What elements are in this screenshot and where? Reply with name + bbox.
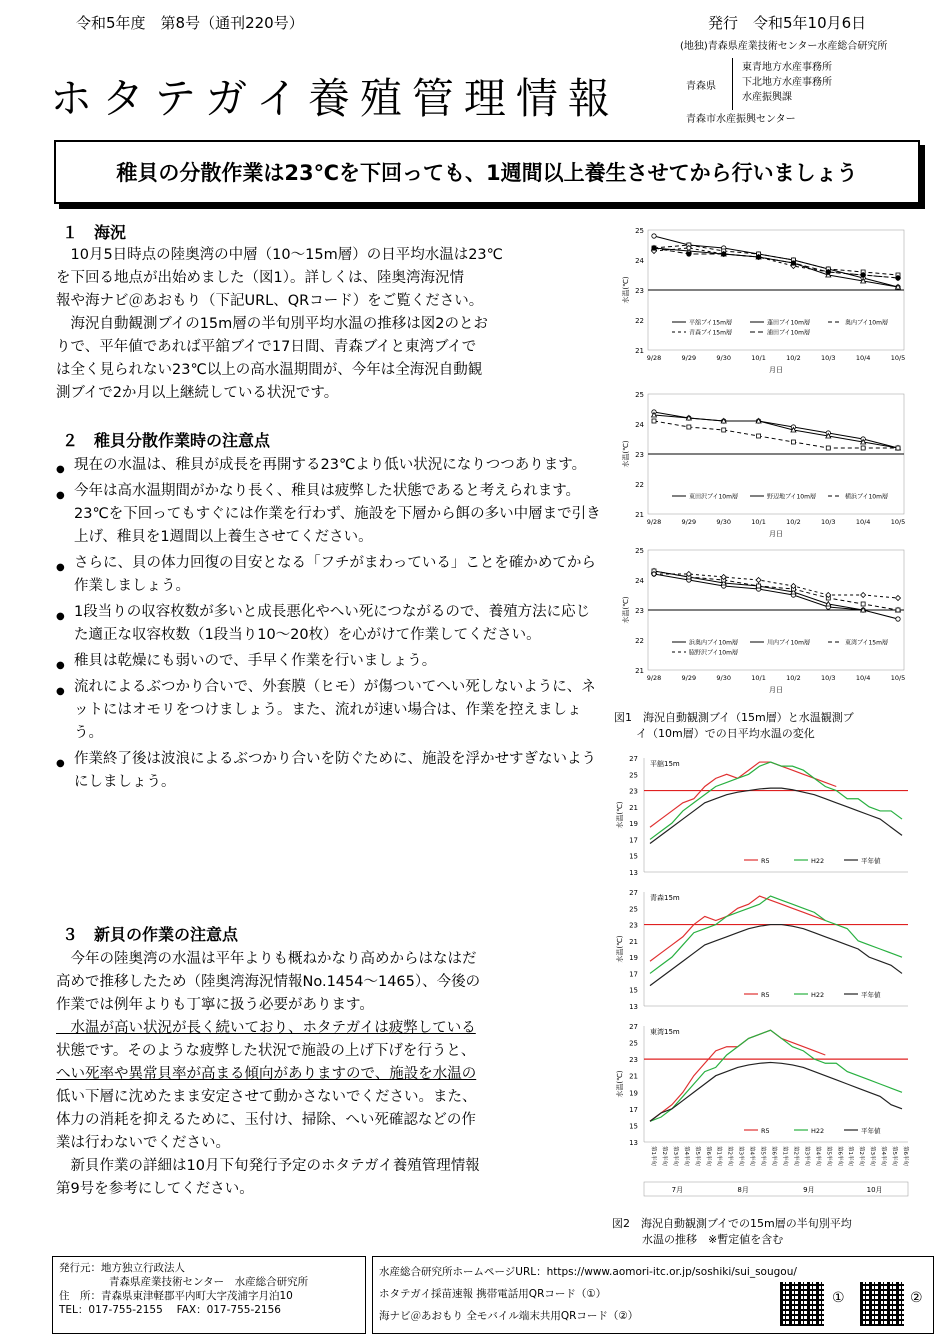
x-tick-label: 第2半旬 [858, 1146, 865, 1166]
x-tick-label: 9/29 [681, 674, 697, 682]
fig1-chart-a [620, 222, 912, 380]
x-tick-label: 10/3 [820, 674, 836, 682]
data-point [757, 434, 761, 438]
x-tick-label: 10/5 [890, 354, 906, 362]
y-tick-label: 15 [629, 852, 638, 861]
data-point [861, 593, 866, 598]
y-tick-label: 13 [629, 1139, 638, 1147]
section-3-title: ３ 新貝の作業の注意点 [62, 925, 239, 944]
y-tick-label: 24 [635, 257, 644, 265]
x-tick-label: 第5半旬 [693, 1146, 700, 1166]
y-tick-label: 23 [635, 287, 644, 295]
caption-line: 図2 海況自動観測ブイでの15m層の半旬別平均 [612, 1217, 852, 1230]
y-tick-label: 24 [635, 577, 644, 585]
y-tick-label: 23 [629, 787, 638, 796]
bullet-item: ● 作業終了後は波浪によるぶつかり合いを防ぐために、施設を浮かせすぎないようにしましょう。 [74, 748, 604, 794]
y-axis-label: 水温(℃) [622, 276, 630, 304]
y-tick-label: 25 [635, 391, 644, 399]
chart-title: 平舘15m [650, 760, 680, 768]
x-tick-label: 9/30 [716, 674, 732, 682]
paragraph-line: 低い下層に沈めたまま安定させて動かさないでください。また、 [56, 1089, 477, 1105]
y-tick-label: 23 [629, 921, 638, 930]
paragraph-line: 水温が高い状況が長く続いており、ホタテガイは疲弊している [56, 1020, 476, 1036]
y-tick-label: 13 [629, 869, 638, 877]
data-point [896, 608, 900, 612]
x-tick-label: 9/28 [646, 354, 662, 362]
series-line [650, 1030, 825, 1121]
data-point [652, 419, 656, 423]
x-axis-label: 月日 [769, 686, 783, 694]
series-line [650, 788, 902, 843]
legend-label: 川内ブイ10m層 [767, 639, 810, 647]
y-tick-label: 21 [629, 1072, 638, 1081]
publisher-main: (地独)青森県産業技術センター水産総合研究所 [680, 41, 888, 52]
y-tick-label: 25 [635, 227, 644, 235]
x-tick-label: 第3半旬 [737, 1146, 744, 1166]
y-tick-label: 27 [629, 1023, 638, 1031]
y-tick-label: 22 [635, 637, 644, 645]
caption-line: イ（10m層）での日平均水温の変化 [636, 727, 815, 740]
paragraph-line: 新貝作業の詳細は10月下旬発行予定のホタテガイ養殖管理情報 [56, 1158, 480, 1174]
data-point [791, 261, 795, 265]
paragraph-line: 状態です。そのような疲弊した状況で施設の上げ下げを行うと、 [56, 1043, 476, 1059]
paragraph-line: 海況自動観測ブイの15m層の半旬別平均水温の推移は図2のとお [56, 316, 488, 332]
bullet-item: ● 稚貝は乾燥にも弱いので、手早く作業を行いましょう。 [74, 650, 604, 673]
data-point [791, 440, 795, 444]
section-3-body [56, 948, 612, 1201]
footer-line: 発行元：地方独立行政法人 [59, 1262, 185, 1274]
qr-code-2[interactable] [860, 1282, 904, 1326]
y-tick-label: 19 [629, 954, 638, 963]
x-tick-label: 9/29 [681, 354, 697, 362]
x-tick-label: 第3半旬 [671, 1146, 678, 1166]
fig1-caption [614, 710, 854, 742]
data-point [861, 446, 865, 450]
legend-label: 奥内ブイ10m層 [845, 319, 888, 327]
caption-line: 水温の推移 ※暫定値を含む [642, 1233, 784, 1246]
footer-right-box [372, 1256, 934, 1334]
y-axis-label: 水温(℃) [616, 935, 624, 963]
homepage-url[interactable]: 水産総合研究所ホームページURL：https://www.aomori-itc.or.jp/soshiki/sui_sougou/ [379, 1266, 797, 1278]
data-point [896, 596, 901, 601]
section-2-title: ２ 稚貝分散作業時の注意点 [62, 431, 271, 450]
y-tick-label: 17 [629, 836, 638, 845]
y-tick-label: 23 [635, 607, 644, 615]
data-point [861, 273, 865, 277]
data-point [896, 276, 900, 280]
x-tick-label: 9/30 [716, 354, 732, 362]
data-point [722, 428, 726, 432]
y-tick-label: 15 [629, 1122, 638, 1131]
data-point [687, 252, 691, 256]
footer-contact [53, 1257, 365, 1321]
x-tick-label: 9/28 [646, 674, 662, 682]
x-tick-label: 第4半旬 [814, 1146, 821, 1166]
y-tick-label: 21 [629, 803, 638, 812]
month-label: 9月 [803, 1186, 815, 1194]
data-point [826, 446, 830, 450]
paragraph-line: 作業では例年よりも丁寧に扱う必要があります。 [56, 997, 374, 1013]
headline-banner [54, 140, 920, 204]
x-tick-label: 第1半旬 [715, 1146, 722, 1166]
y-tick-label: 22 [635, 481, 644, 489]
legend-label: H22 [811, 991, 825, 999]
x-tick-label: 第1半旬 [781, 1146, 788, 1166]
city-office: 青森市水産振興センター [686, 114, 796, 125]
x-tick-label: 10/2 [786, 674, 801, 682]
y-tick-label: 15 [629, 986, 638, 995]
footer-line: 住 所：青森県東津軽郡平内町大字茂浦字月泊10 [59, 1290, 293, 1302]
x-tick-label: 10/1 [751, 354, 766, 362]
x-tick-label: 10/5 [890, 518, 906, 526]
legend-label: H22 [811, 1127, 825, 1135]
series-line [650, 925, 902, 986]
x-tick-label: 10/3 [820, 354, 836, 362]
bullet-item: ● さらに、貝の体力回復の目安となる「フチがまわっている」ことを確かめてから作業しましょう。 [74, 552, 604, 598]
office-item: 東青地方水産事務所 [742, 62, 832, 73]
issue-date: 発行 令和5年10月6日 [708, 14, 867, 32]
x-tick-label: 第6半旬 [836, 1146, 843, 1166]
x-tick-label: 10/1 [751, 518, 766, 526]
data-point [687, 425, 691, 429]
legend-label: 東湾ブイ15m層 [845, 639, 888, 647]
legend-label: R5 [761, 857, 770, 865]
x-tick-label: 第6半旬 [902, 1146, 908, 1166]
y-axis-label: 水温(℃) [616, 801, 624, 829]
x-tick-label: 10/2 [786, 354, 801, 362]
legend-label: R5 [761, 991, 770, 999]
legend-label: 浜奥内ブイ10m層 [689, 639, 738, 647]
x-tick-label: 第2半旬 [792, 1146, 799, 1166]
y-tick-label: 21 [629, 937, 638, 946]
y-tick-label: 22 [635, 317, 644, 325]
x-tick-label: 第1半旬 [847, 1146, 854, 1166]
legend-label: R5 [761, 1127, 770, 1135]
y-tick-label: 23 [635, 451, 644, 459]
data-point [826, 270, 830, 274]
footer-line: 青森県産業技術センター 水産総合研究所 [109, 1276, 309, 1288]
legend-label: 平舘ブイ15m層 [689, 319, 732, 327]
pref-label: 青森県 [686, 81, 716, 92]
data-point [756, 578, 761, 583]
x-tick-label: 第3半旬 [869, 1146, 876, 1166]
paragraph-line: 高めで推移したため（陸奥湾海況情報No.1454～1465）、今後の [56, 974, 481, 990]
chart-title: 青森15m [650, 894, 680, 902]
y-tick-label: 27 [629, 889, 638, 897]
month-label: 7月 [671, 1186, 684, 1194]
qr-label-1: ① [832, 1290, 845, 1306]
x-tick-label: 10/1 [751, 674, 766, 682]
data-point [896, 617, 900, 621]
x-tick-label: 10/4 [855, 518, 871, 526]
x-tick-label: 10/4 [855, 354, 871, 362]
y-tick-label: 24 [635, 421, 644, 429]
x-tick-label: 10/4 [855, 674, 871, 682]
x-axis-label: 月日 [769, 366, 783, 374]
section-2-bullets [74, 454, 604, 794]
office-item: 下北地方水産事務所 [742, 77, 832, 88]
month-label: 8月 [737, 1186, 749, 1194]
y-axis-label: 水温(℃) [616, 1070, 624, 1098]
fig2-caption [612, 1216, 852, 1248]
legend-label: H22 [811, 857, 825, 865]
series-line [650, 762, 836, 827]
x-tick-label: 9/28 [646, 518, 662, 526]
x-tick-label: 第6半旬 [704, 1146, 711, 1166]
x-tick-label: 第3半旬 [803, 1146, 810, 1166]
legend-label: 浦田ブイ10m層 [767, 329, 810, 337]
y-tick-label: 17 [629, 1105, 638, 1114]
x-tick-label: 第4半旬 [880, 1146, 887, 1166]
paragraph-line: 報や海ナビ＠あおもり（下記URL、QRコード）をご覧ください。 [56, 293, 484, 309]
data-point [757, 584, 761, 588]
paragraph-line: 第9号を参考にしてください。 [56, 1181, 254, 1197]
data-point [756, 255, 760, 259]
header-divider [732, 58, 733, 110]
y-tick-label: 21 [635, 667, 644, 675]
y-tick-label: 25 [635, 547, 644, 555]
y-tick-label: 25 [629, 771, 638, 780]
y-axis-label: 水温(℃) [622, 596, 630, 624]
fig1-chart-b [620, 386, 912, 544]
legend-label: 平年値 [861, 857, 881, 865]
page-title: ホタテガイ養殖管理情報 [50, 74, 620, 123]
office-list [742, 60, 832, 105]
qr-note-1: ホタテガイ採苗速報 携帯電話用QRコード（①） [379, 1288, 607, 1300]
legend-label: 横浜ブイ10m層 [845, 493, 888, 501]
footer-left-box [52, 1256, 366, 1334]
x-tick-label: 第4半旬 [682, 1146, 689, 1166]
fig2-chart-a [614, 752, 914, 882]
bullet-item: ● 1段当りの収容枚数が多いと成長悪化やへい死につながるので、養殖方法に応じた適正な収容枚数（1段当り10～20枚）を心がけて作業してください。 [74, 601, 604, 647]
y-tick-label: 25 [629, 905, 638, 914]
y-tick-label: 19 [629, 820, 638, 829]
fig1-chart-c [620, 542, 912, 700]
legend-label: 平年値 [861, 991, 881, 999]
x-tick-label: 第2半旬 [660, 1146, 667, 1166]
x-tick-label: 第4半旬 [748, 1146, 755, 1166]
y-tick-label: 27 [629, 755, 638, 763]
x-tick-label: 第2半旬 [726, 1146, 733, 1166]
series-line [650, 1030, 902, 1121]
y-tick-label: 17 [629, 970, 638, 979]
paragraph-line: 測ブイで2か月以上継続している状況です。 [56, 385, 339, 401]
paragraph-line: を下回る地点が出始めました（図1）。詳しくは、陸奥湾海況情 [56, 270, 464, 286]
legend-label: 青森ブイ15m層 [689, 329, 732, 337]
fig2-chart-b [614, 886, 914, 1016]
x-tick-label: 第5半旬 [891, 1146, 898, 1166]
x-tick-label: 9/29 [681, 518, 697, 526]
qr-label-2: ② [910, 1290, 923, 1306]
section-1-title: １ 海況 [62, 223, 127, 242]
bullet-item: ● 今年は高水温期間がかなり長く、稚貝は疲弊した状態であると考えられます。23℃を下回ってもすぐには作業を行わず、施設を下層から餌の多い中層まで引き上げ、稚貝を1週間以上養生させてください。 [74, 480, 604, 549]
issue-number: 令和5年度 第8号（通刊220号） [76, 14, 304, 32]
legend-label: 蓬田ブイ10m層 [767, 319, 810, 327]
paragraph-line: 体力の消耗を抑えるために、玉付け、掃除、へい死確認などの作 [56, 1112, 476, 1128]
data-point [896, 446, 900, 450]
legend-label: 平年値 [861, 1127, 881, 1135]
data-point [652, 234, 656, 238]
x-tick-label: 第6半旬 [770, 1146, 777, 1166]
qr-code-1[interactable] [780, 1282, 824, 1326]
office-item: 水産振興課 [742, 92, 792, 103]
x-tick-label: 第5半旬 [825, 1146, 832, 1166]
y-tick-label: 21 [635, 347, 644, 355]
x-tick-label: 10/2 [786, 518, 801, 526]
data-point [652, 246, 656, 250]
series-line [650, 896, 902, 973]
data-point [722, 252, 726, 256]
paragraph-line: へい死率や異常貝率が高まる傾向がありますので、施設を水温の [56, 1066, 477, 1082]
qr-note-2: 海ナビ＠あおもり 全モバイル端末共用QRコード（②） [379, 1310, 639, 1322]
data-point [861, 602, 865, 606]
bullet-item: ● 流れによるぶつかり合いで、外套膜（ヒモ）が傷ついてへい死しないように、ネットにはオモリをつけましょう。また、流れが速い場合は、作業を控えましょう。 [74, 676, 604, 745]
x-tick-label: 第1半旬 [650, 1146, 656, 1166]
x-tick-label: 10/5 [890, 674, 906, 682]
legend-label: 脇野沢ブイ10m層 [689, 649, 738, 657]
series-line [650, 1062, 902, 1121]
paragraph-line: りで、平年値であれば平舘ブイで17日間、青森ブイと東湾ブイで [56, 339, 477, 355]
x-tick-label: 第5半旬 [759, 1146, 766, 1166]
paragraph-line: 10月5日時点の陸奥湾の中層（10～15m層）の日平均水温は23℃ [56, 247, 503, 263]
paragraph-line: 業は行わないでください。 [56, 1135, 230, 1151]
paragraph-line: は全く見られない23℃以上の高水温期間が、今年は全海況自動観 [56, 362, 483, 378]
month-label: 10月 [866, 1186, 883, 1194]
y-axis-label: 水温(℃) [622, 440, 630, 468]
legend-label: 野辺地ブイ10m層 [767, 493, 816, 501]
chart-title: 東湾15m [650, 1028, 680, 1036]
x-tick-label: 10/3 [820, 518, 836, 526]
x-tick-label: 9/30 [716, 518, 732, 526]
y-tick-label: 25 [629, 1039, 638, 1048]
bullet-item: ● 現在の水温は、稚貝が成長を再開する23℃より低い状況になりつつあります。 [74, 454, 604, 477]
caption-line: 図1 海況自動観測ブイ（15m層）と水温観測ブ [614, 711, 854, 724]
footer-links [373, 1257, 933, 1331]
y-tick-label: 19 [629, 1089, 638, 1098]
headline-text: 稚貝の分散作業は23℃を下回っても、1週間以上養生させてから行いましょう [116, 161, 858, 185]
x-axis-label: 月日 [769, 530, 783, 538]
y-tick-label: 23 [629, 1056, 638, 1065]
footer-line: TEL：017-755-2155 FAX：017-755-2156 [59, 1304, 281, 1316]
y-tick-label: 21 [635, 511, 644, 519]
paragraph-line: 今年の陸奥湾の水温は平年よりも概ねかなり高めからはなはだ [56, 951, 477, 967]
section-1-body [56, 244, 612, 405]
legend-label: 東田沢ブイ10m層 [689, 493, 738, 501]
fig2-chart-c [614, 1020, 914, 1200]
y-tick-label: 13 [629, 1003, 638, 1011]
